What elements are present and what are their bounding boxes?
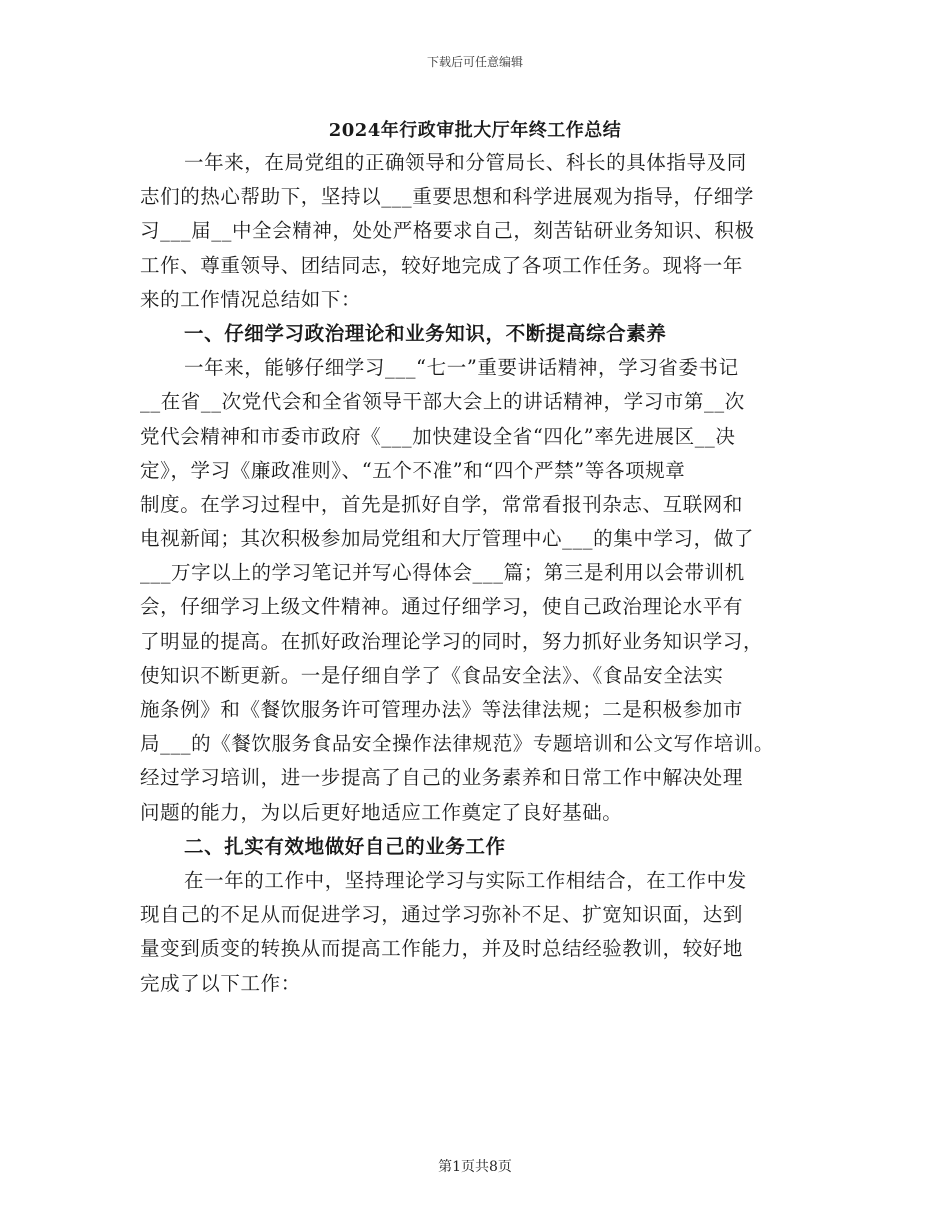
paragraph-line: 来的工作情况总结如下： — [140, 287, 362, 311]
page-number: 第1页共8页 — [438, 1159, 512, 1175]
paragraph-line: 了明显的提高。在抓好政治理论学习的同时，努力抓好业务知识学习， — [140, 629, 764, 653]
paragraph-line: 工作、尊重领导、团结同志，较好地完成了各项工作任务。现将一年 — [140, 253, 744, 277]
paragraph-line: 制度。在学习过程中，首先是抓好自学，常常看报刊杂志、互联网和 — [140, 492, 744, 516]
section-heading: 二、扎实有效地做好自己的业务工作 — [184, 834, 506, 858]
paragraph-line: 在一年的工作中，坚持理论学习与实际工作相结合，在工作中发 — [184, 868, 747, 892]
paragraph-line: 现自己的不足从而促进学习，通过学习弥补不足、扩宽知识面，达到 — [140, 903, 744, 927]
paragraph-line: 问题的能力，为以后更好地适应工作奠定了良好基础。 — [140, 800, 623, 824]
document-body — [140, 146, 820, 1001]
paragraph-line: 量变到质变的转换从而提高工作能力，并及时总结经验教训，较好地 — [140, 937, 744, 961]
paragraph-line: 经过学习培训，进一步提高了自己的业务素养和日常工作中解决处理 — [140, 766, 744, 790]
paragraph-line: 党代会精神和市委市政府《___加快建设全省“四化”率先进展区__决 — [140, 424, 736, 448]
paragraph-line: 习___届__中全会精神，处处严格要求自己，刻苦钻研业务知识、积极 — [140, 219, 755, 243]
paragraph-line: 完成了以下工作： — [140, 971, 301, 995]
paragraph-line: 电视新闻；其次积极参加局党组和大厅管理中心___的集中学习，做了 — [140, 527, 754, 551]
header-note: 下载后可任意编辑 — [426, 55, 523, 69]
paragraph-line: 一年来，能够仔细学习___“七一”重要讲话精神，学习省委书记 — [184, 356, 739, 380]
paragraph-line: 施条例》和《餐饮服务许可管理办法》等法律法规；二是积极参加市 — [140, 698, 744, 721]
paragraph-line: __在省__次党代会和全省领导干部大会上的讲话精神，学习市第__次 — [140, 390, 745, 414]
paragraph-line: ___万字以上的学习笔记并写心得体会___篇；第三是利用以会带训机 — [140, 561, 745, 585]
paragraph-line: 定》，学习《廉政准则》、“五个不准”和“四个严禁”等各项规章 — [140, 458, 686, 482]
document-title: 2024年行政审批大厅年终工作总结 — [328, 120, 622, 141]
paragraph-line: 志们的热心帮助下，坚持以___重要思想和科学进展观为指导，仔细学 — [140, 185, 754, 209]
paragraph-line: 使知识不断更新。一是仔细自学了《食品安全法》、《食品安全法实 — [140, 663, 724, 687]
paragraph-line: 一年来，在局党组的正确领导和分管局长、科长的具体指导及同 — [184, 151, 747, 174]
paragraph-line: 会，仔细学习上级文件精神。通过仔细学习，使自己政治理论水平有 — [140, 595, 744, 619]
paragraph-line: 局___的《餐饮服务食品安全操作法律规范》专题培训和公文写作培训。 — [140, 732, 775, 756]
section-heading: 一、仔细学习政治理论和业务知识，不断提高综合素养 — [184, 321, 667, 345]
